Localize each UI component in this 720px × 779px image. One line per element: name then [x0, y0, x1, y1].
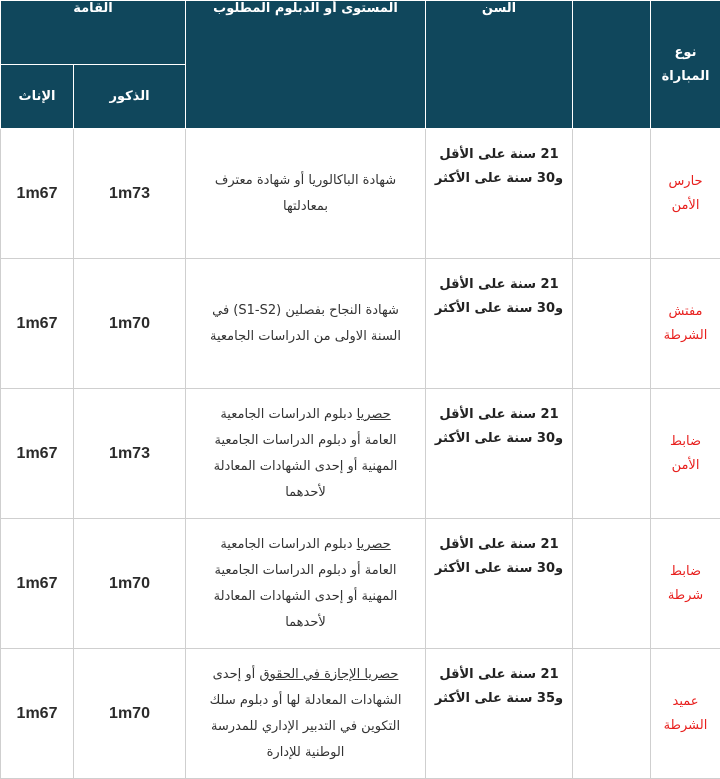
match-type-line-1: ضابط [651, 560, 720, 584]
match-type-cell [651, 259, 720, 389]
match-type-line-1: حارس [651, 170, 720, 194]
match-type-line-1: عميد [651, 690, 720, 714]
header-match-type [651, 1, 720, 129]
match-type-line-2: شرطة [651, 584, 720, 608]
age-cell [426, 519, 573, 649]
match-type-cell [651, 649, 720, 779]
match-type-line-1: مفتش [651, 300, 720, 324]
age-max: و30 سنة على الأكثر [426, 557, 572, 581]
blank-cell [573, 519, 651, 649]
age-min: 21 سنة على الأقل [426, 533, 572, 557]
level-cell [186, 389, 426, 519]
table-row [1, 389, 720, 519]
blank-cell [573, 259, 651, 389]
male-height: 1m73 [74, 389, 186, 519]
header-height: القامة [1, 1, 186, 65]
header-female: الإناث [1, 65, 74, 129]
level-text: دبلوم الدراسات الجامعية العامة أو دبلوم الدراسات الجامعية المهنية أو إحدى الشهادات المعادلة لأحدهما [214, 537, 398, 630]
match-type-line-2: الأمن [651, 194, 720, 218]
match-type-line-1: ضابط [651, 430, 720, 454]
header-match-type-line-1: نوع [651, 41, 720, 65]
table-row [1, 129, 720, 259]
level-cell [186, 259, 426, 389]
age-min: 21 سنة على الأقل [426, 403, 572, 427]
blank-cell [573, 129, 651, 259]
header-male: الذكور [74, 65, 186, 129]
age-max: و30 سنة على الأكثر [426, 427, 572, 451]
table-row [1, 649, 720, 779]
blank-cell [573, 389, 651, 519]
age-min: 21 سنة على الأقل [426, 143, 572, 167]
level-cell [186, 649, 426, 779]
age-cell [426, 129, 573, 259]
age-max: و30 سنة على الأكثر [426, 167, 572, 191]
age-max: و35 سنة على الأكثر [426, 687, 572, 711]
male-height: 1m70 [74, 259, 186, 389]
header-blank [573, 1, 651, 129]
age-min: 21 سنة على الأقل [426, 663, 572, 687]
age-cell [426, 389, 573, 519]
match-type-line-2: الأمن [651, 454, 720, 478]
female-height: 1m67 [1, 259, 74, 389]
level-underlined: حصريا [357, 537, 391, 552]
match-type-cell [651, 129, 720, 259]
level-text: دبلوم الدراسات الجامعية العامة أو دبلوم الدراسات الجامعية المهنية أو إحدى الشهادات المعادلة لأحدهما [214, 407, 398, 500]
level-cell [186, 519, 426, 649]
level-underlined: حصريا الإجازة في الحقوق [259, 667, 398, 682]
header-match-type-line-2: المباراة [651, 65, 720, 89]
level-text: شهادة الباكالوريا أو شهادة معترف بمعادلتها [215, 173, 396, 214]
match-type-cell [651, 519, 720, 649]
table-row [1, 519, 720, 649]
level-text: شهادة النجاح بفصلين (S1-S2) في السنة الاولى من الدراسات الجامعية [210, 303, 401, 344]
match-type-line-2: الشرطة [651, 324, 720, 348]
female-height: 1m67 [1, 519, 74, 649]
header-level: المستوى أو الدبلوم المطلوب [186, 1, 426, 129]
table-row [1, 259, 720, 389]
level-text: أو إحدى الشهادات المعادلة لها أو دبلوم سلك التكوين في التدبير الإداري للمدرسة الوطنية للإدارة [210, 667, 402, 760]
age-cell [426, 259, 573, 389]
male-height: 1m73 [74, 129, 186, 259]
male-height: 1m70 [74, 649, 186, 779]
table-body [1, 129, 720, 779]
level-underlined: حصريا [357, 407, 391, 422]
male-height: 1m70 [74, 519, 186, 649]
header-age: السن [426, 1, 573, 129]
female-height: 1m67 [1, 389, 74, 519]
table-header [1, 1, 720, 129]
age-cell [426, 649, 573, 779]
level-cell [186, 129, 426, 259]
match-type-cell [651, 389, 720, 519]
female-height: 1m67 [1, 649, 74, 779]
blank-cell [573, 649, 651, 779]
age-max: و30 سنة على الأكثر [426, 297, 572, 321]
match-type-line-2: الشرطة [651, 714, 720, 738]
female-height: 1m67 [1, 129, 74, 259]
age-min: 21 سنة على الأقل [426, 273, 572, 297]
